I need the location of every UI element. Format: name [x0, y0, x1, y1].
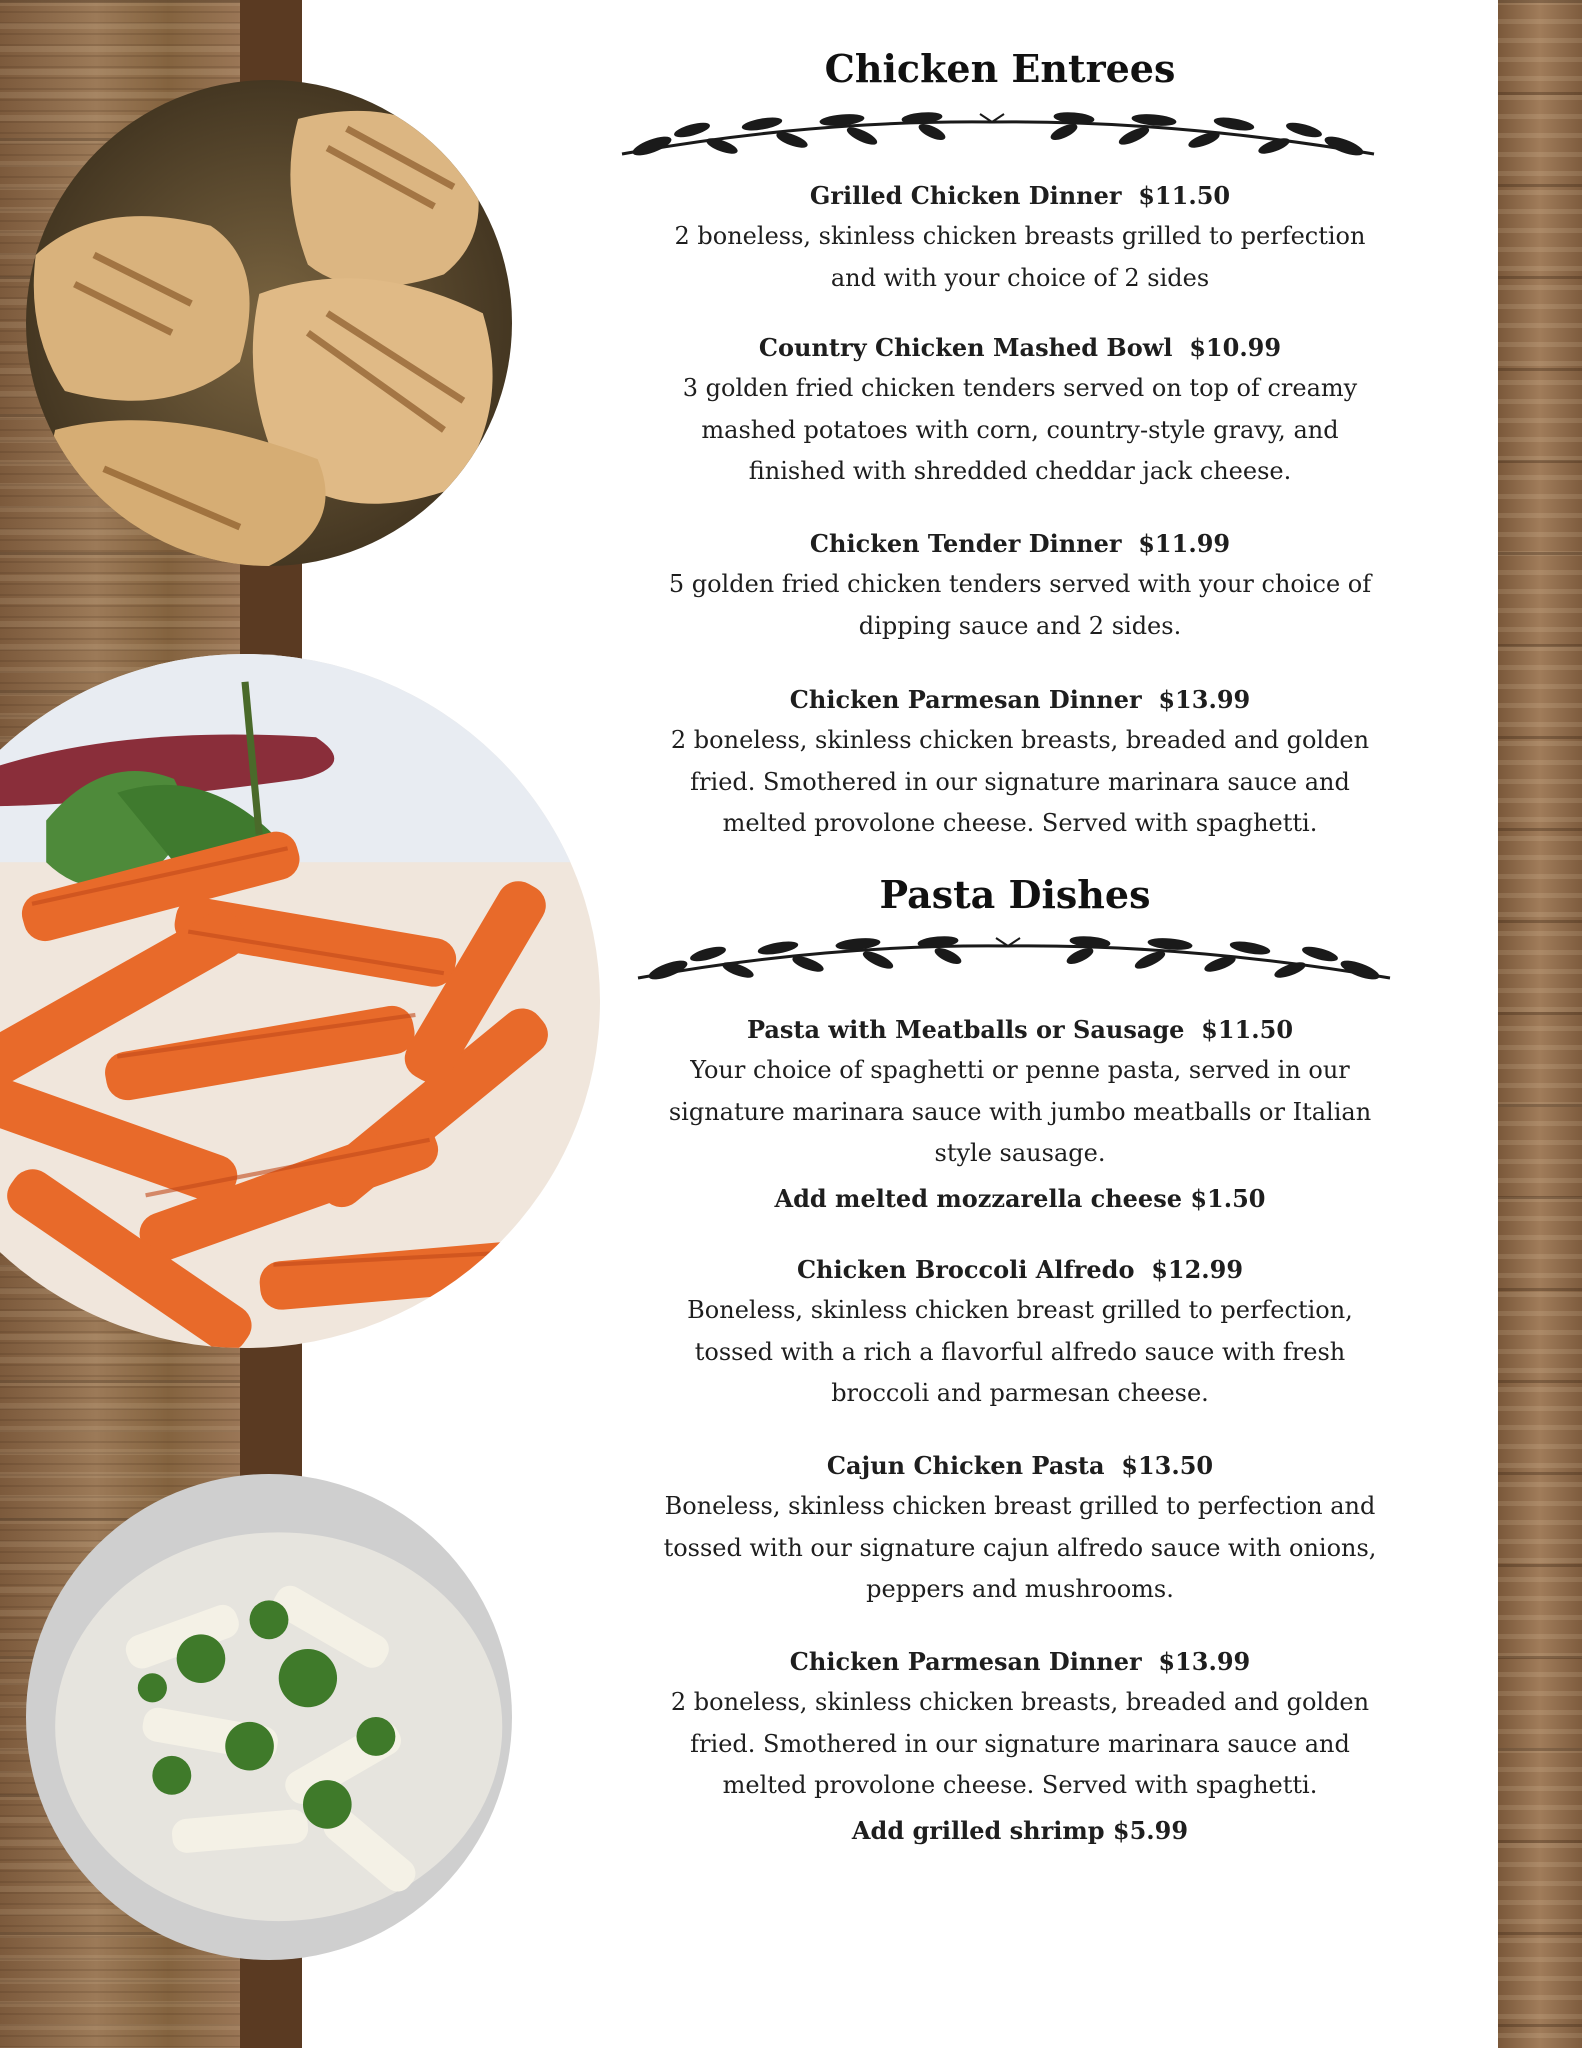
item-name: Chicken Tender Dinner — [809, 529, 1122, 558]
item-description: 2 boneless, skinless chicken breasts, breaded and golden fried. Smothered in our signature marinara sauce and melted provolone cheese. Served with spaghetti. — [670, 726, 1370, 837]
item-name-line — [660, 1010, 1380, 1050]
item-name: Country Chicken Mashed Bowl — [758, 333, 1173, 362]
item-name-line — [660, 680, 1380, 720]
item-name-line — [660, 1446, 1380, 1486]
item-description: Your choice of spaghetti or penne pasta, served in our signature marinara sauce with jumbo meatballs or Italian style sausage. — [668, 1056, 1372, 1167]
item-price: $12.99 — [1151, 1255, 1244, 1284]
menu-item — [660, 1010, 1380, 1219]
item-description: 5 golden fried chicken tenders served with your choice of dipping sauce and 2 sides. — [668, 570, 1372, 640]
wood-background-right — [1498, 0, 1582, 2048]
item-addon: Add melted mozzarella cheese $1.50 — [774, 1183, 1266, 1213]
item-description: 3 golden fried chicken tenders served on top of creamy mashed potatoes with corn, country-style gravy, and finished with shredded cheddar jack cheese. — [682, 374, 1358, 485]
item-price: $11.99 — [1138, 529, 1231, 558]
menu-item — [660, 1250, 1380, 1415]
item-price: $13.50 — [1121, 1451, 1214, 1480]
item-name-line — [660, 1642, 1380, 1682]
item-description: Boneless, skinless chicken breast grilled to perfection and tossed with our signature cajun alfredo sauce with onions, peppers and mushrooms. — [663, 1492, 1377, 1603]
menu-item — [660, 1446, 1380, 1611]
item-name: Chicken Broccoli Alfredo — [796, 1255, 1135, 1284]
item-price: $11.50 — [1201, 1015, 1294, 1044]
menu-item — [660, 524, 1380, 647]
item-name-line — [660, 1250, 1380, 1290]
item-name-line — [660, 328, 1380, 368]
menu-item — [660, 328, 1380, 493]
item-name: Grilled Chicken Dinner — [809, 181, 1122, 210]
item-name: Pasta with Meatballs or Sausage — [746, 1015, 1185, 1044]
item-name-line — [660, 524, 1380, 564]
broccoli-alfredo-photo — [26, 1474, 512, 1960]
menu-item — [660, 176, 1380, 299]
item-name: Chicken Parmesan Dinner — [789, 685, 1142, 714]
section-title-chicken-entrees: Chicken Entrees — [824, 46, 1176, 91]
leaf-flourish-icon — [628, 924, 1400, 990]
item-name: Chicken Parmesan Dinner — [789, 1647, 1142, 1676]
item-addon: Add grilled shrimp $5.99 — [851, 1815, 1189, 1845]
item-name: Cajun Chicken Pasta — [826, 1451, 1105, 1480]
menu-item — [660, 1642, 1380, 1851]
section-title-pasta-dishes: Pasta Dishes — [879, 872, 1151, 917]
item-price: $13.99 — [1158, 685, 1251, 714]
item-price: $11.50 — [1138, 181, 1231, 210]
leaf-flourish-icon — [612, 100, 1384, 166]
grilled-chicken-photo — [26, 80, 512, 566]
menu-item — [660, 680, 1380, 845]
item-price: $10.99 — [1189, 333, 1282, 362]
item-price: $13.99 — [1158, 1647, 1251, 1676]
item-description: Boneless, skinless chicken breast grilled to perfection, tossed with a rich a flavorful alfredo sauce with fresh broccoli and parmesan cheese. — [687, 1296, 1353, 1407]
item-description: 2 boneless, skinless chicken breasts, breaded and golden fried. Smothered in our signature marinara sauce and melted provolone cheese. Served with spaghetti. — [670, 1688, 1370, 1799]
item-name-line — [660, 176, 1380, 216]
item-description: 2 boneless, skinless chicken breasts grilled to perfection and with your choice of 2 sides — [674, 222, 1366, 292]
